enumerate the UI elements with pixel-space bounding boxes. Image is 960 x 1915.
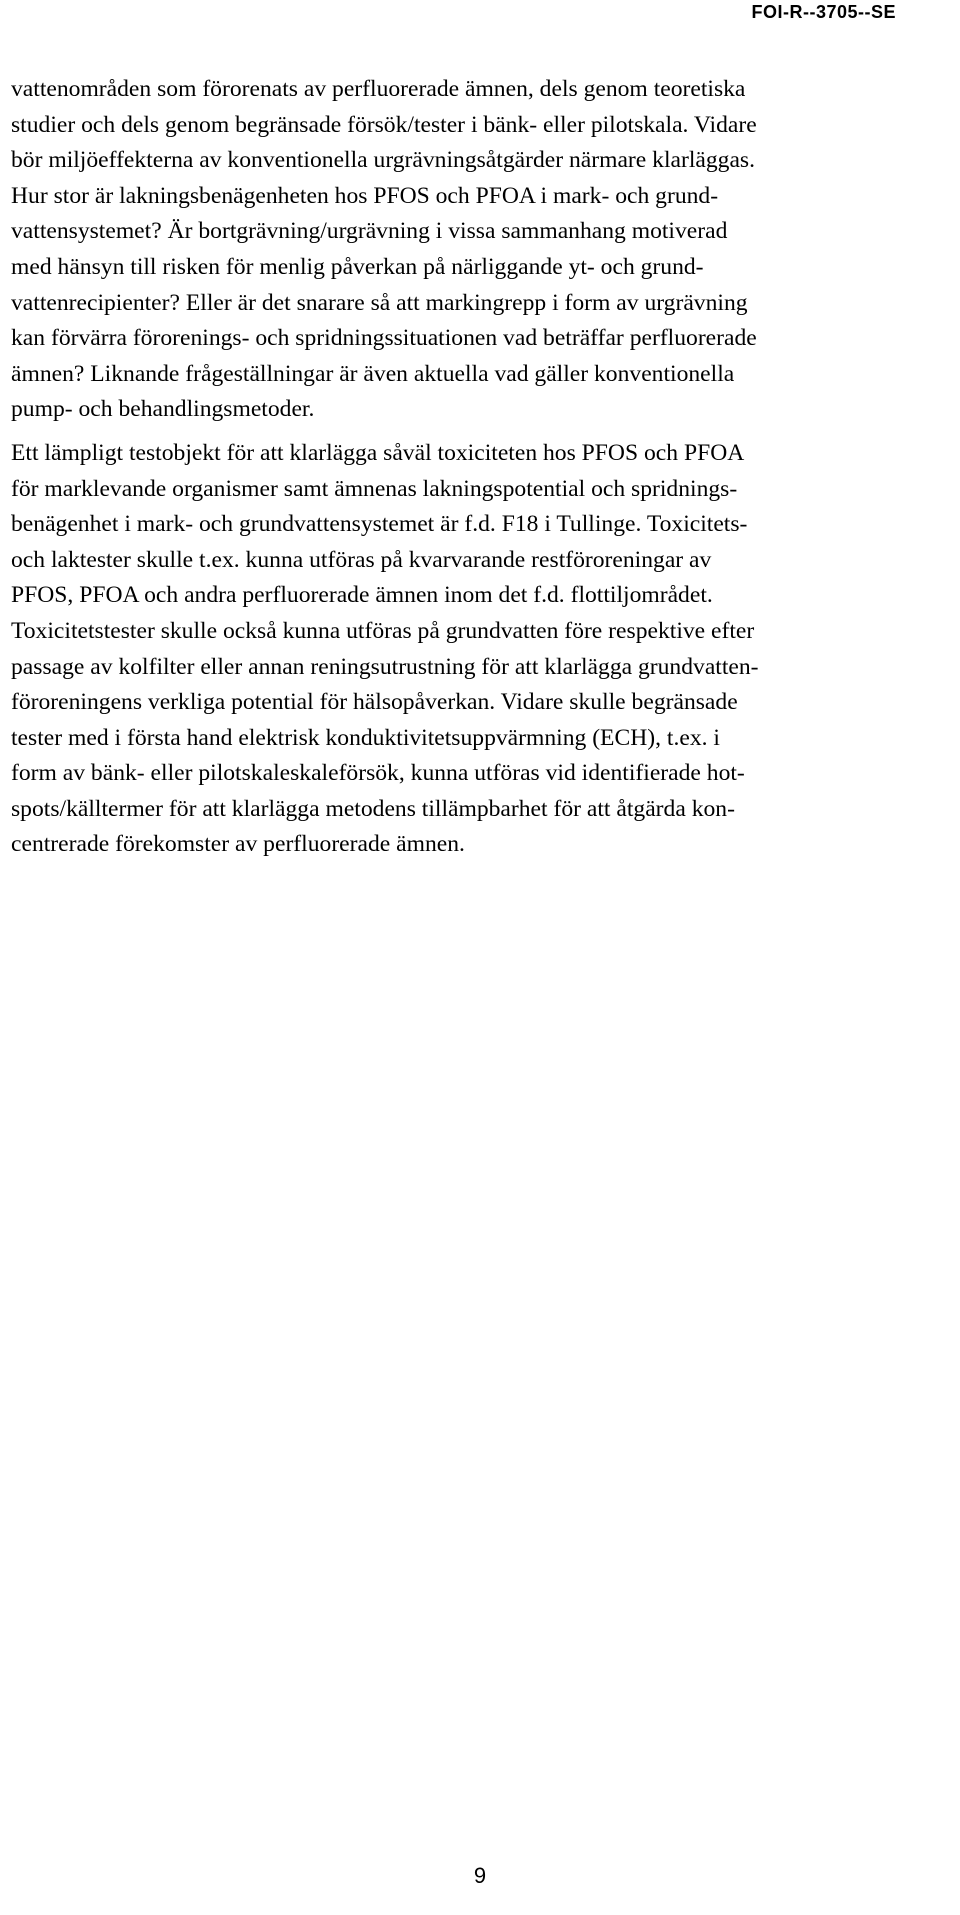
text-line: vattensystemet? Är bortgrävning/urgrävning i vissa sammanhang motiverad xyxy=(11,218,728,245)
text-line: kan förvärra förorenings- och spridningssituationen vad beträffar perfluorerade xyxy=(11,325,757,352)
text-line: form av bänk- eller pilotskaleskaleförsök, kunna utföras vid identifierade hot- xyxy=(11,760,745,787)
text-line: PFOS, PFOA och andra perfluorerade ämnen inom det f.d. flottiljområdet. xyxy=(11,582,713,609)
text-line: för marklevande organismer samt ämnenas lakningspotential och spridnings- xyxy=(11,475,738,502)
text-line: studier och dels genom begränsade försök/tester i bänk- eller pilotskala. Vidare xyxy=(11,111,757,138)
text-line: och laktester skulle t.ex. kunna utföras på kvarvarande restföroreningar av xyxy=(11,546,712,573)
page-number: 9 xyxy=(473,1863,487,1888)
text-line: bör miljöeffekterna av konventionella urgrävningsåtgärder närmare klarläggas. xyxy=(11,147,756,174)
text-line: tester med i första hand elektrisk konduktivitetsuppvärmning (ECH), t.ex. i xyxy=(11,724,720,751)
text-line: med hänsyn till risken för menlig påverkan på närliggande yt- och grund- xyxy=(11,253,704,280)
text-line: benägenhet i mark- och grundvattensystemet är f.d. F18 i Tullinge. Toxicitets- xyxy=(11,511,748,538)
paragraph-1 xyxy=(11,72,949,428)
text-line: vattenområden som förorenats av perfluorerade ämnen, dels genom teoretiska xyxy=(11,76,746,102)
document-body xyxy=(11,72,949,863)
paragraph-spacer xyxy=(11,428,949,436)
paragraph-2 xyxy=(11,436,949,863)
text-line: föroreningens verkliga potential för hälsopåverkan. Vidare skulle begränsade xyxy=(11,689,738,716)
text-line: Toxicitetstester skulle också kunna utföras på grundvatten före respektive efter xyxy=(11,617,755,644)
text-line: Hur stor är lakningsbenägenheten hos PFOS och PFOA i mark- och grund- xyxy=(11,182,719,209)
text-line: pump- och behandlingsmetoder. xyxy=(11,396,315,423)
text-line: centrerade förekomster av perfluorerade ämnen. xyxy=(11,831,465,858)
text-line: passage av kolfilter eller annan reningsutrustning för att klarlägga grundvatten- xyxy=(11,653,759,680)
report-id-header: FOI-R--3705--SE xyxy=(751,2,896,22)
text-line: vattenrecipienter? Eller är det snarare så att markingrepp i form av urgrävning xyxy=(11,289,748,316)
text-line: ämnen? Liknande frågeställningar är även aktuella vad gäller konventionella xyxy=(11,360,735,387)
text-line: spots/källtermer för att klarlägga metodens tillämpbarhet för att åtgärda kon- xyxy=(11,795,735,822)
text-line: Ett lämpligt testobjekt för att klarlägga såväl toxiciteten hos PFOS och PFOA xyxy=(11,439,745,466)
